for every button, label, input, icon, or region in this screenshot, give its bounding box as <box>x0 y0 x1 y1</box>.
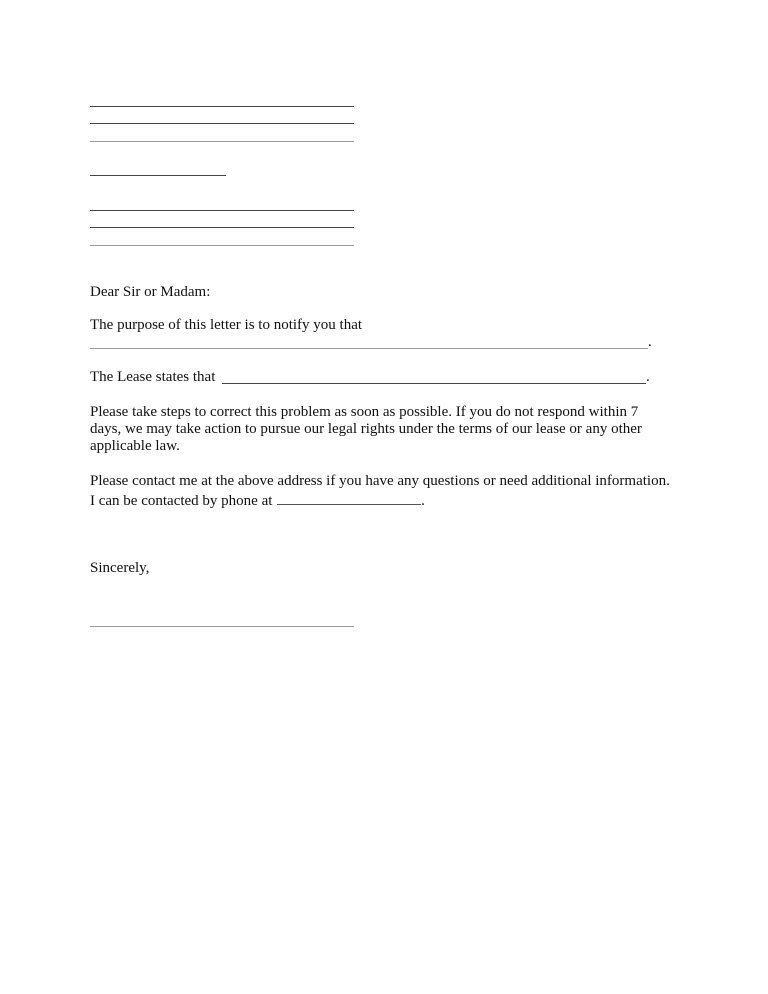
notice-paragraph-line-2: days, we may take action to pursue our legal rights under the terms of our lease or any other <box>90 421 642 437</box>
phone-blank[interactable] <box>277 491 421 505</box>
sender-address-line-1[interactable] <box>90 106 354 107</box>
phone-period: . <box>421 493 425 509</box>
recipient-address-line-1[interactable] <box>90 210 354 211</box>
recipient-address-line-2[interactable] <box>90 227 354 228</box>
phone-label: I can be contacted by phone at <box>90 493 273 509</box>
salutation: Dear Sir or Madam: <box>90 284 211 300</box>
recipient-address-line-3[interactable] <box>90 245 354 246</box>
purpose-intro: The purpose of this letter is to notify you that <box>90 317 363 333</box>
lease-states-period: . <box>646 369 650 385</box>
purpose-period: . <box>648 334 652 350</box>
contact-paragraph-line-2 <box>90 491 425 510</box>
notice-paragraph-line-1: Please take steps to correct this problem as soon as possible. If you do not respond within 7 <box>90 404 639 420</box>
closing: Sincerely, <box>90 560 150 576</box>
sender-address-line-2[interactable] <box>90 123 354 124</box>
signature-line[interactable] <box>90 626 354 627</box>
sender-address-line-3[interactable] <box>90 141 354 142</box>
date-line[interactable] <box>90 175 226 176</box>
contact-paragraph-line-1: Please contact me at the above address if you have any questions or need additional information. <box>90 473 670 489</box>
lease-states-blank[interactable] <box>222 383 646 384</box>
purpose-blank[interactable] <box>90 348 648 349</box>
notice-paragraph-line-3: applicable law. <box>90 438 180 454</box>
lease-states-label: The Lease states that <box>90 369 216 385</box>
